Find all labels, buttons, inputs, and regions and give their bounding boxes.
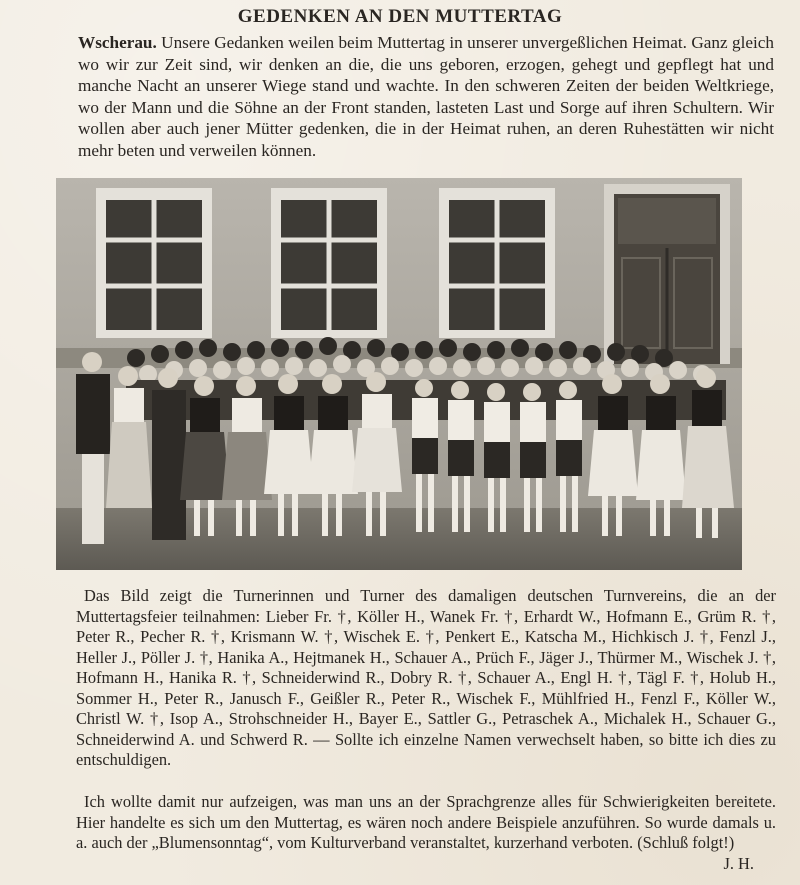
building-window-3 [439, 188, 555, 338]
article-title: GEDENKEN AN DEN MUTTERTAG [237, 6, 563, 27]
intro-place-name: Wscherau. [78, 33, 157, 52]
author-signature: J. H. [723, 853, 754, 873]
building-window-2 [271, 188, 387, 338]
closing-note: (Schluß folgt!) [637, 833, 735, 852]
closing-text: Ich wollte damit nur aufzeigen, was man uns an der Sprachgrenze alles für Schwierigkeiten bereitete. Hier handelte es sich um den Muttertag, es wären noch andere Beispiele anzuführen. So wurde damals u. a. auch der „Blumensonntag“, vom Kulturverband veranstaltet, kurzerhand verboten. [76, 792, 776, 852]
building-window-1 [96, 188, 212, 338]
photo-caption [76, 586, 776, 771]
building-door [604, 184, 730, 364]
caption-text: Das Bild zeigt die Turnerinnen und Turner des damaligen deutschen Turnvereins, die an der Muttertagsfeier teilnahmen: Lieber Fr. †, Köller H., Wanek Fr. †, Erhardt W., Hofmann E., Grüm R. †, Peter R., Pecher R. †, Krismann W. †, Wischek E. †, Penkert E., Katscha M., Hichkisch J. †, Fenzl J., Heller J., Pöller J. †, Hanika A., Hejtmanek H., Schauer A., Prüch F., Jäger J., Thürmer M., Wischek J. †, Hofmann H., Hanika R. †, Schneiderwind R., Dobry R. †, Schauer A., Engl H. †, Tägl F. †, Holub H., Sommer H., Peter R., Janusch F., Geißler R., Peter R., Wischek F., Mühlfried H., Fenzl F., Köller W., Christl W. †, Isop A., Strohschneider H., Bayer E., Sattler G., Petraschek A., Michalek H., Schauer G., Schneiderwind A. und Schwerd R. — Sollte ich einzelne Namen verwechselt haben, so bitte ich dies zu entschuldigen. [76, 586, 776, 769]
intro-paragraph [78, 32, 774, 162]
intro-text: Unsere Gedanken weilen beim Muttertag in unserer unvergeßlichen Heimat. Ganz gleich wo wir zur Zeit sind, wir denken an die, die uns geboren, erzogen, gehegt und gepflegt hat und manche Nacht an unserer Wiege stand und wachte. In den schweren Zeiten der beiden Weltkriege, wo der Mann und die Söhne an der Front standen, lasteten Last und Sorge auf ihren Schultern. Wir wollen aber auch jener Mütter gedenken, die in der Heimat ruhen, an deren Ruhestätten wir nicht mehr beten und verweilen können. [78, 33, 774, 160]
closing-paragraph [76, 792, 776, 874]
group-photograph [56, 178, 742, 570]
group-photo-illustration [56, 178, 742, 570]
